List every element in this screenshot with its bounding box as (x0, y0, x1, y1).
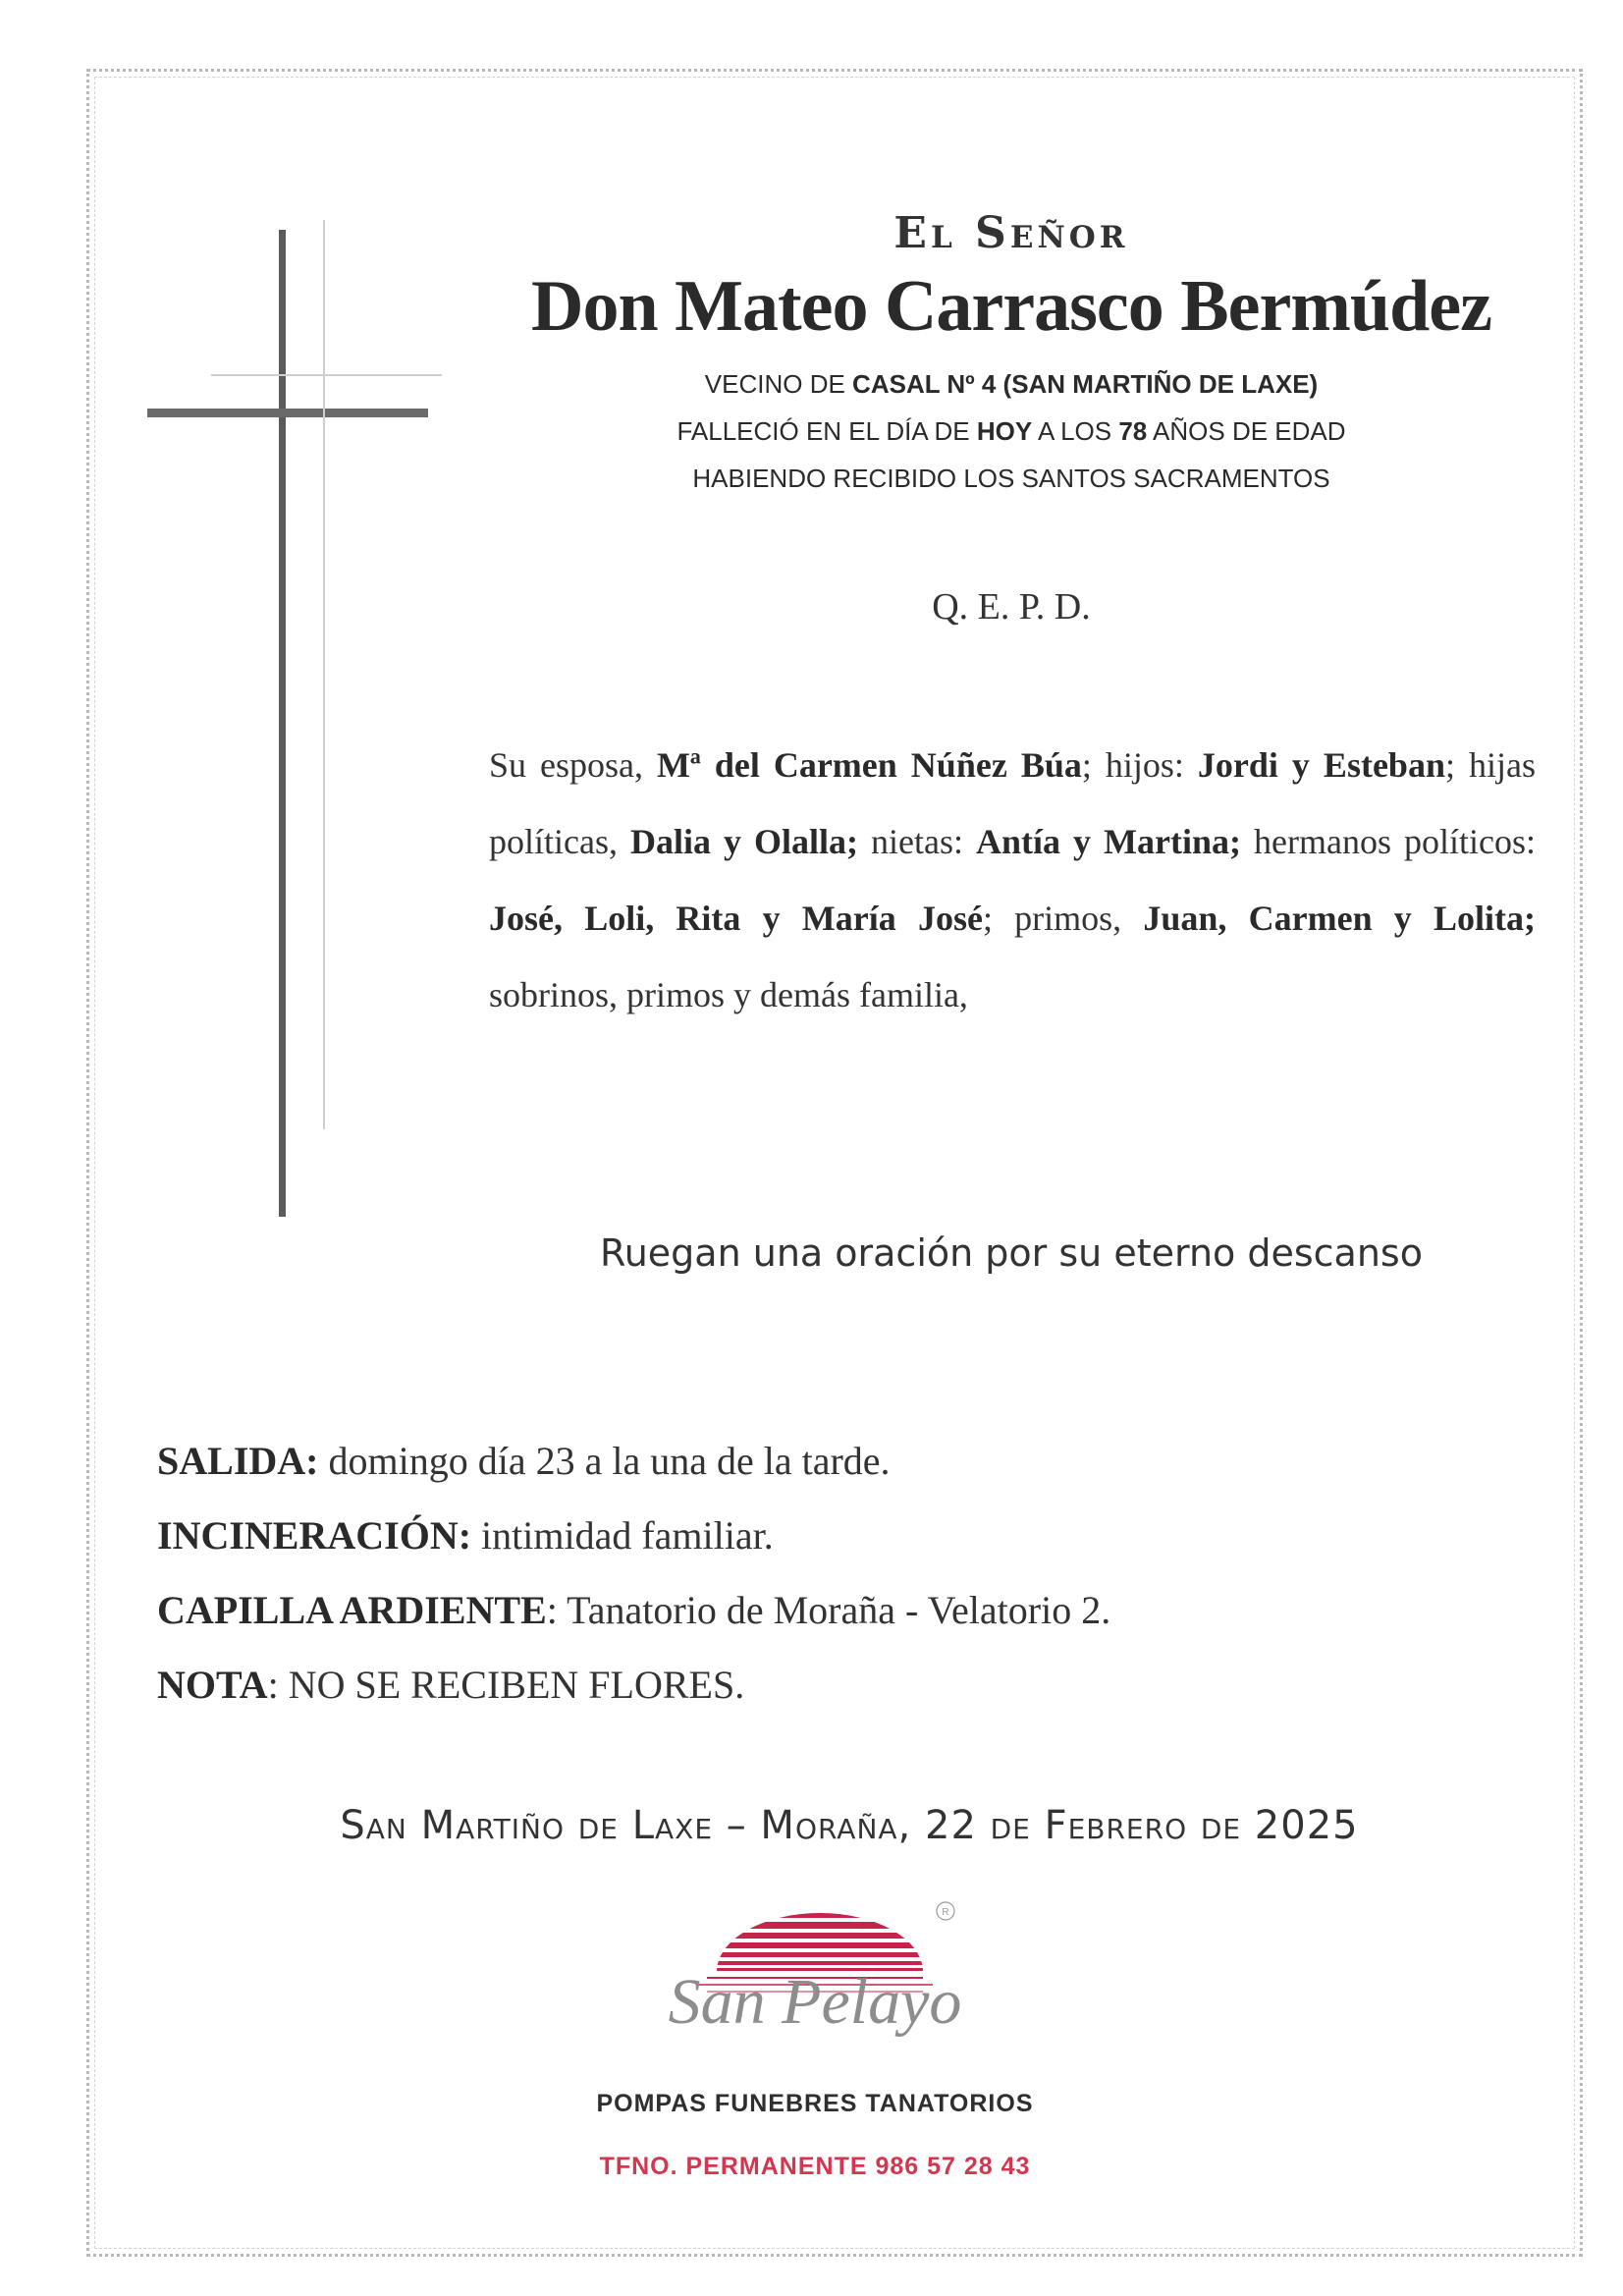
family-text: hermanos políticos: (1241, 822, 1537, 861)
registered-mark: R (942, 1907, 949, 1918)
family-name: José, Loli, Rita y María José (489, 899, 983, 938)
qepd: Q. E. P. D. (932, 586, 1091, 628)
family-text: ; hijas políticas, (489, 745, 1536, 861)
family-name: Antía y Martina; (976, 822, 1242, 861)
residence-line: VECINO DE CASAL Nº 4 (SAN MARTIÑO DE LAXE) (704, 369, 1319, 399)
family-text: ; hijos: (1081, 745, 1198, 785)
family-paragraph (489, 727, 1536, 1033)
deceased-name: Don Mateo Carrasco Bermúdez (531, 266, 1491, 347)
family-text: Su esposa, (489, 745, 658, 785)
sacraments-line: HABIENDO RECIBIDO LOS SANTOS SACRAMENTOS (692, 464, 1330, 493)
family-text: nietas: (858, 822, 977, 861)
phone-number: TFNO. PERMANENTE 986 57 28 43 (599, 2153, 1031, 2180)
capilla-row: CAPILLA ARDIENTE: Tanatorio de Moraña - Velatorio 2. (157, 1588, 1111, 1632)
family-name: Jordi y Esteban (1197, 745, 1445, 785)
san-pelayo-logo (638, 1895, 992, 2062)
cross-icon (137, 206, 452, 1228)
logo-text: San Pelayo (668, 1966, 962, 2038)
incineracion-row: INCINERACIÓN: intimidad familiar. (157, 1513, 774, 1558)
family-name: Juan, Carmen y Lolita; (1143, 899, 1536, 938)
prayer-line: Ruegan una oración por su eterno descanso (600, 1231, 1423, 1275)
salida-row: SALIDA: domingo día 23 a la una de la tarde. (157, 1439, 891, 1483)
family-text: sobrinos, primos y demás familia, (489, 975, 968, 1014)
family-name: Dalia y Olalla; (630, 822, 859, 861)
death-line: FALLECIÓ EN EL DÍA DE HOY A LOS 78 AÑOS DE EDAD (676, 416, 1346, 446)
family-name: Mª del Carmen Núñez Búa (657, 745, 1082, 785)
company-name: POMPAS FUNEBRES TANATORIOS (596, 2090, 1034, 2117)
ceremony-details (157, 1424, 1483, 1722)
nota-row: NOTA: NO SE RECIBEN FLORES. (157, 1663, 745, 1707)
family-text: ; primos, (982, 899, 1144, 938)
title-el-senor: El Señor (893, 208, 1129, 258)
place-date: San Martiño de Laxe – Moraña, 22 de Febrero de 2025 (340, 1803, 1359, 1848)
